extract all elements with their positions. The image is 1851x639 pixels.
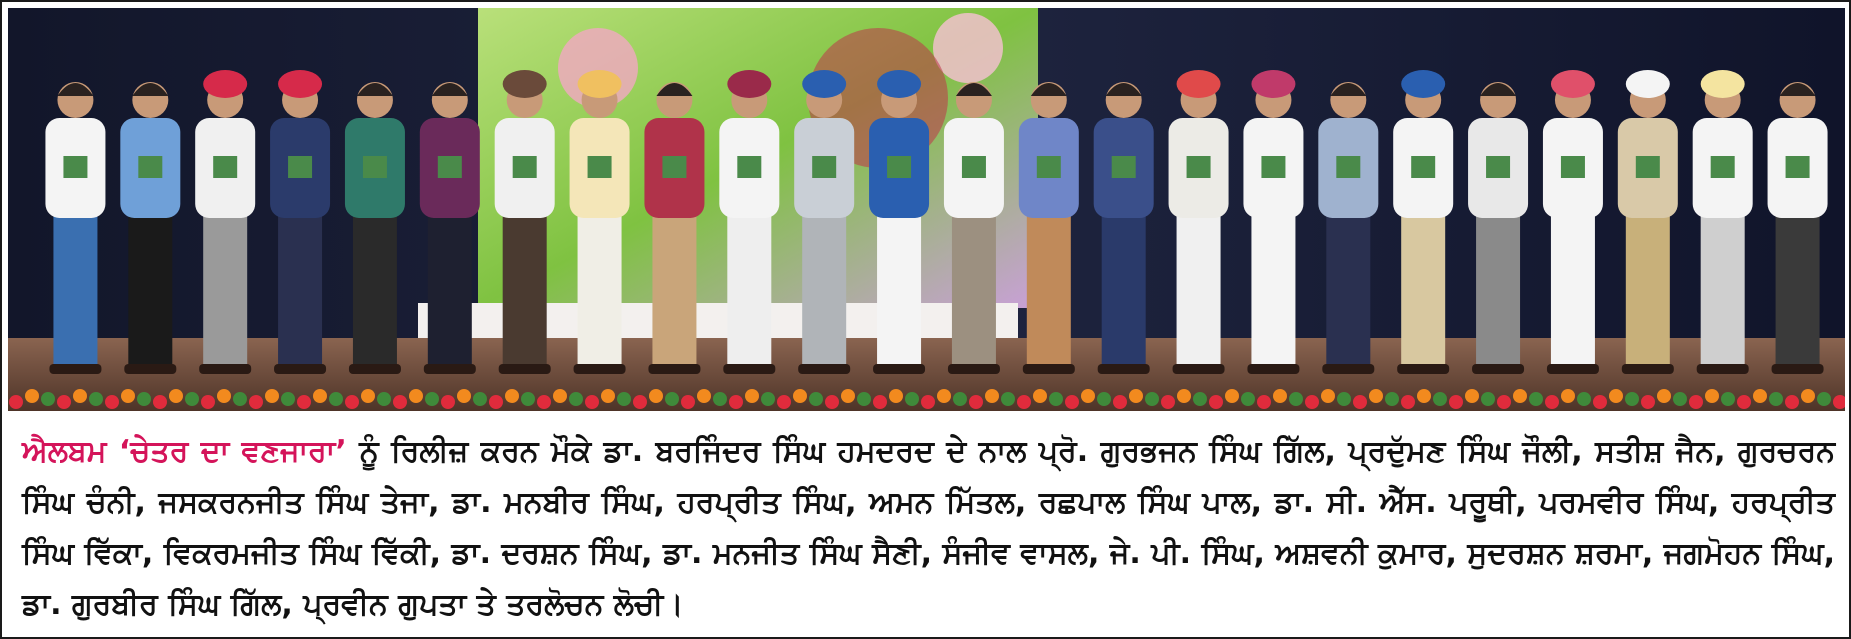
person-shoes xyxy=(723,364,775,374)
turban-icon xyxy=(802,70,846,98)
banner-flower-icon xyxy=(933,13,1003,83)
flower-icon xyxy=(1273,389,1287,403)
flower-icon xyxy=(457,389,471,403)
person-shoes xyxy=(1397,364,1449,374)
person-figure xyxy=(944,82,1004,374)
person-figure xyxy=(1318,82,1378,374)
flower-icon xyxy=(1193,392,1207,406)
person-trousers xyxy=(203,208,247,368)
person-shoes xyxy=(1173,364,1225,374)
person-figure xyxy=(1019,82,1079,374)
person-shoes xyxy=(1472,364,1524,374)
flower-icon xyxy=(1209,395,1223,409)
flower-icon xyxy=(25,389,39,403)
group-photo xyxy=(8,8,1845,411)
flower-icon xyxy=(1001,392,1015,406)
person-shoes xyxy=(1697,364,1749,374)
album-cover-icon xyxy=(662,156,686,178)
flower-icon xyxy=(1593,395,1607,409)
flower-icon xyxy=(1561,389,1575,403)
flower-icon xyxy=(729,395,743,409)
flower-icon xyxy=(1609,389,1623,403)
flower-icon xyxy=(857,392,871,406)
person-trousers xyxy=(952,208,996,368)
flower-icon xyxy=(553,389,567,403)
flower-icon xyxy=(425,392,439,406)
flower-icon xyxy=(713,392,727,406)
flower-icon xyxy=(841,389,855,403)
flower-icon xyxy=(1049,392,1063,406)
album-cover-icon xyxy=(1561,156,1585,178)
album-cover-icon xyxy=(812,156,836,178)
flower-icon xyxy=(825,395,839,409)
flower-icon xyxy=(1385,392,1399,406)
flower-icon xyxy=(745,389,759,403)
flower-icon xyxy=(1705,389,1719,403)
flower-icon xyxy=(633,395,647,409)
album-cover-icon xyxy=(1336,156,1360,178)
person-figure xyxy=(1094,82,1154,374)
flower-icon xyxy=(521,392,535,406)
flower-icon xyxy=(473,392,487,406)
flower-icon xyxy=(585,395,599,409)
flower-icon xyxy=(409,389,423,403)
flower-icon xyxy=(89,392,103,406)
flower-icon xyxy=(1513,389,1527,403)
flower-icon xyxy=(249,395,263,409)
turban-icon xyxy=(1177,70,1221,98)
flower-icon xyxy=(1129,389,1143,403)
flower-icon xyxy=(505,389,519,403)
person-figure xyxy=(345,82,405,374)
flower-icon xyxy=(649,389,663,403)
person-trousers xyxy=(278,208,322,368)
flower-icon xyxy=(1225,389,1239,403)
flower-icon xyxy=(1785,395,1799,409)
flower-icon xyxy=(185,392,199,406)
person-trousers xyxy=(428,208,472,368)
flower-icon xyxy=(1241,392,1255,406)
person-trousers xyxy=(1251,208,1295,368)
flower-icon xyxy=(233,392,247,406)
person-trousers xyxy=(802,208,846,368)
person-shoes xyxy=(574,364,626,374)
flower-icon xyxy=(1145,392,1159,406)
flower-icon xyxy=(1673,392,1687,406)
person-figure xyxy=(1768,82,1828,374)
flower-icon xyxy=(1657,389,1671,403)
turban-icon xyxy=(1251,70,1295,98)
flower-icon xyxy=(889,389,903,403)
turban-icon xyxy=(503,70,547,98)
caption-body: ਨੂੰ ਰਿਲੀਜ਼ ਕਰਨ ਮੌਕੇ ਡਾ. ਬਰਜਿੰਦਰ ਸਿੰਘ ਹਮਦਰਦ ਦੇ ਨਾਲ ਪ੍ਰੋ. ਗੁਰਭਜਨ ਸਿੰਘ ਗਿੱਲ, ਪ੍ਰਦੁੱਮਣ ਸਿੰਘ ਜੌਲੀ, ਸਤੀਸ਼ ਜੈਨ, ਗੁਰਚਰਨ ਸਿੰਘ ਚੰਨੀ, ਜਸਕਰਨਜੀਤ ਸਿੰਘ ਤੇਜਾ, ਡਾ. ਮਨਬੀਰ ਸਿੰਘ, ਹਰਪ੍ਰੀਤ ਸਿੰਘ, ਅਮਨ ਮਿੱਤਲ, ਰਛਪਾਲ ਸਿੰਘ ਪਾਲ, ਡਾ. ਸੀ. ਐੱਸ. ਪਰੂਥੀ, ਪਰਮਵੀਰ ਸਿੰਘ, ਹਰਪ੍ਰੀਤ ਸਿੰਘ ਵਿੱਕਾ, ਵਿਕਰਮਜੀਤ ਸਿੰਘ ਵਿੱਕੀ, ਡਾ. ਦਰਸ਼ਨ ਸਿੰਘ, ਡਾ. ਮਨਜੀਤ ਸਿੰਘ ਸੈਣੀ, ਸੰਜੀਵ ਵਾਸਲ, ਜੇ. ਪੀ. ਸਿੰਘ, ਅਸ਼ਵਨੀ ਕੁਮਾਰ, ਸੁਦਰਸ਼ਨ ਸ਼ਰਮਾ, ਜਗਮੋਹਨ ਸਿੰਘ, ਡਾ. ਗੁਰਬੀਰ ਸਿੰਘ ਗਿੱਲ, ਪ੍ਰਵੀਨ ਗੁਪਤਾ ਤੇ ਤਰਲੋਚਨ ਲੋਚੀ। xyxy=(22,434,1835,622)
album-cover-icon xyxy=(887,156,911,178)
flower-icon xyxy=(1689,395,1703,409)
flower-icon xyxy=(937,389,951,403)
flower-icon xyxy=(1017,395,1031,409)
person-figure xyxy=(420,82,480,374)
flower-icon xyxy=(1769,392,1783,406)
flower-icon xyxy=(1081,389,1095,403)
flower-icon xyxy=(1305,395,1319,409)
album-cover-icon xyxy=(1486,156,1510,178)
album-cover-icon xyxy=(513,156,537,178)
flower-icon xyxy=(537,395,551,409)
album-cover-icon xyxy=(213,156,237,178)
flower-icon xyxy=(1817,392,1831,406)
album-title: ਐਲਬਮ ‘ਚੇਤਰ ਦਾ ਵਣਜਾਰਾ’ xyxy=(22,434,347,469)
flower-icon xyxy=(569,392,583,406)
person-trousers xyxy=(1027,208,1071,368)
flower-icon xyxy=(1529,392,1543,406)
flower-icon xyxy=(1097,392,1111,406)
turban-icon xyxy=(1551,70,1595,98)
flower-icon xyxy=(41,392,55,406)
flower-icon xyxy=(1161,395,1175,409)
person-shoes xyxy=(1772,364,1824,374)
person-figure xyxy=(1468,82,1528,374)
album-cover-icon xyxy=(1636,156,1660,178)
flower-icon xyxy=(1033,389,1047,403)
flower-icon xyxy=(313,389,327,403)
person-trousers xyxy=(877,208,921,368)
turban-icon xyxy=(1701,70,1745,98)
album-cover-icon xyxy=(962,156,986,178)
flower-icon xyxy=(73,389,87,403)
flower-icon xyxy=(1401,395,1415,409)
person-shoes xyxy=(1322,364,1374,374)
person-shoes xyxy=(424,364,476,374)
flower-icon xyxy=(1113,395,1127,409)
person-shoes xyxy=(1098,364,1150,374)
flower-icon xyxy=(969,395,983,409)
album-cover-icon xyxy=(1187,156,1211,178)
flower-icon xyxy=(1625,392,1639,406)
person-shoes xyxy=(1622,364,1674,374)
person-shoes xyxy=(349,364,401,374)
person-shoes xyxy=(274,364,326,374)
person-shoes xyxy=(1247,364,1299,374)
person-shoes xyxy=(199,364,251,374)
flower-icon xyxy=(617,392,631,406)
person-trousers xyxy=(503,208,547,368)
flower-icon xyxy=(441,395,455,409)
flower-icon xyxy=(905,392,919,406)
person-shoes xyxy=(648,364,700,374)
flower-icon xyxy=(489,395,503,409)
flower-icon xyxy=(361,389,375,403)
flower-icon xyxy=(1369,389,1383,403)
flower-icon xyxy=(153,395,167,409)
person-trousers xyxy=(1102,208,1146,368)
person-trousers xyxy=(578,208,622,368)
flower-icon xyxy=(1289,392,1303,406)
flower-icon xyxy=(1337,392,1351,406)
turban-icon xyxy=(727,70,771,98)
flower-icon xyxy=(9,395,23,409)
turban-icon xyxy=(203,70,247,98)
album-cover-icon xyxy=(63,156,87,178)
flower-icon xyxy=(665,392,679,406)
person-trousers xyxy=(727,208,771,368)
album-cover-icon xyxy=(138,156,162,178)
flower-icon xyxy=(1465,389,1479,403)
person-trousers xyxy=(1177,208,1221,368)
person-trousers xyxy=(1476,208,1520,368)
flower-icon xyxy=(1353,395,1367,409)
album-cover-icon xyxy=(363,156,387,178)
flower-icon xyxy=(377,392,391,406)
flower-icon xyxy=(681,395,695,409)
person-shoes xyxy=(49,364,101,374)
person-shoes xyxy=(499,364,551,374)
album-cover-icon xyxy=(1411,156,1435,178)
flower-icon xyxy=(217,389,231,403)
person-trousers xyxy=(1401,208,1445,368)
flower-icon xyxy=(793,389,807,403)
flower-icon xyxy=(1721,392,1735,406)
person-trousers xyxy=(652,208,696,368)
person-figure xyxy=(45,82,105,374)
album-cover-icon xyxy=(1786,156,1810,178)
flower-icon xyxy=(137,392,151,406)
flower-icon xyxy=(329,392,343,406)
person-shoes xyxy=(124,364,176,374)
turban-icon xyxy=(578,70,622,98)
flower-icon xyxy=(393,395,407,409)
person-trousers xyxy=(1326,208,1370,368)
flower-icon xyxy=(1433,392,1447,406)
flower-icon xyxy=(1801,389,1815,403)
flower-icon xyxy=(921,395,935,409)
flower-icon xyxy=(1545,395,1559,409)
album-cover-icon xyxy=(1037,156,1061,178)
photo-caption xyxy=(16,416,1841,634)
flower-icon xyxy=(121,389,135,403)
album-cover-icon xyxy=(1711,156,1735,178)
turban-icon xyxy=(278,70,322,98)
flower-icon xyxy=(169,389,183,403)
flower-icon xyxy=(985,389,999,403)
turban-icon xyxy=(1401,70,1445,98)
person-figure xyxy=(120,82,180,374)
flower-icon xyxy=(1177,389,1191,403)
group-photo-illustration xyxy=(8,8,1845,411)
flower-icon xyxy=(761,392,775,406)
flower-icon xyxy=(1449,395,1463,409)
flower-icon xyxy=(1321,389,1335,403)
person-trousers xyxy=(53,208,97,368)
flower-icon xyxy=(601,389,615,403)
person-trousers xyxy=(1626,208,1670,368)
album-cover-icon xyxy=(588,156,612,178)
flower-icon xyxy=(1257,395,1271,409)
person-trousers xyxy=(1551,208,1595,368)
flower-icon xyxy=(873,395,887,409)
flower-icon xyxy=(1753,389,1767,403)
flower-icon xyxy=(345,395,359,409)
flower-icon xyxy=(1737,395,1751,409)
album-cover-icon xyxy=(1261,156,1285,178)
turban-icon xyxy=(1626,70,1670,98)
album-cover-icon xyxy=(288,156,312,178)
album-cover-icon xyxy=(438,156,462,178)
flower-icon xyxy=(105,395,119,409)
flower-icon xyxy=(809,392,823,406)
person-trousers xyxy=(1776,208,1820,368)
person-shoes xyxy=(873,364,925,374)
flower-icon xyxy=(1641,395,1655,409)
person-trousers xyxy=(1701,208,1745,368)
flower-icon xyxy=(1417,389,1431,403)
person-trousers xyxy=(353,208,397,368)
turban-icon xyxy=(877,70,921,98)
flower-icon xyxy=(777,395,791,409)
person-shoes xyxy=(798,364,850,374)
flower-icon xyxy=(281,392,295,406)
person-shoes xyxy=(1547,364,1599,374)
flower-icon xyxy=(953,392,967,406)
flower-icon xyxy=(1497,395,1511,409)
person-trousers xyxy=(128,208,172,368)
album-cover-icon xyxy=(737,156,761,178)
flower-icon xyxy=(697,389,711,403)
flower-icon xyxy=(57,395,71,409)
album-cover-icon xyxy=(1112,156,1136,178)
flower-icon xyxy=(201,395,215,409)
flower-icon xyxy=(297,395,311,409)
flower-icon xyxy=(265,389,279,403)
person-figure xyxy=(644,82,704,374)
flower-icon xyxy=(1481,392,1495,406)
flower-icon xyxy=(1065,395,1079,409)
flower-icon xyxy=(1577,392,1591,406)
person-shoes xyxy=(948,364,1000,374)
person-shoes xyxy=(1023,364,1075,374)
